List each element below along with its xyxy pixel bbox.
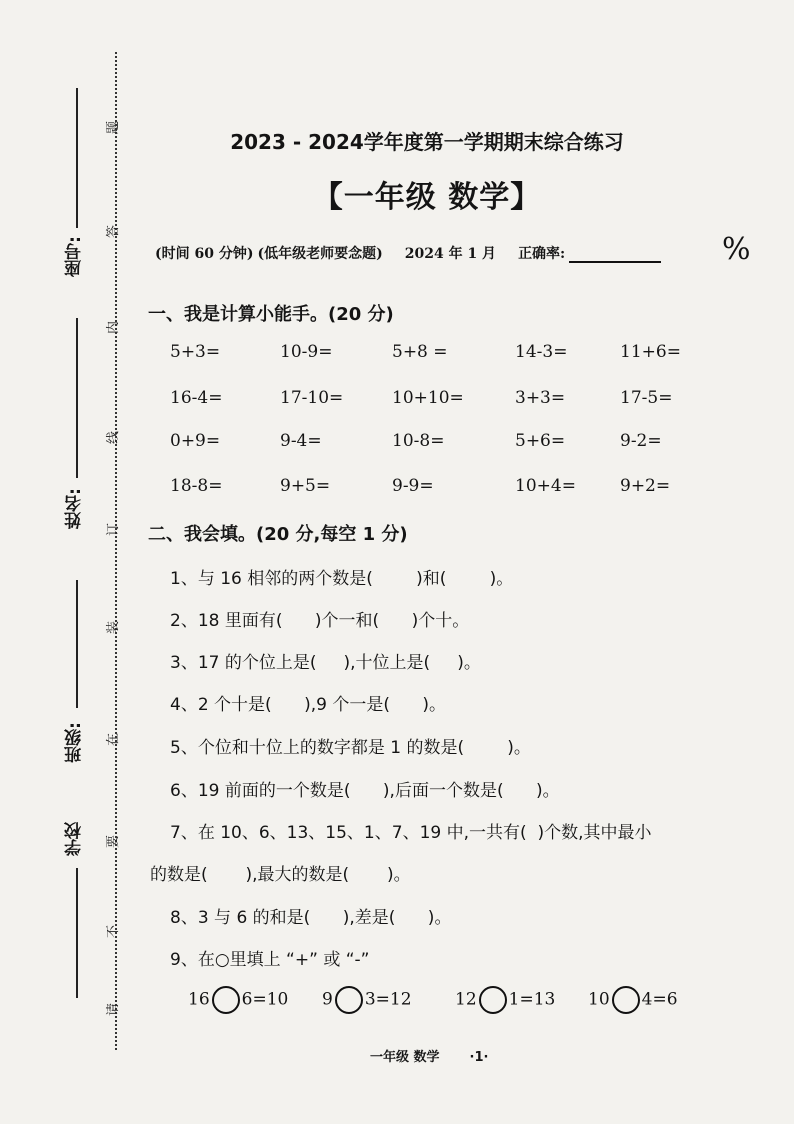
footer-label: 一年级 数学 (370, 1050, 440, 1065)
page-number: ·1· (469, 1050, 489, 1065)
calc-item: 5+6= (515, 431, 566, 451)
calc-item: 10-9= (280, 342, 333, 362)
accuracy-blank[interactable] (569, 247, 661, 263)
section1-heading: 一、我是计算小能手。(20 分) (148, 304, 394, 325)
name-label: 姓名: (65, 488, 85, 529)
calc-item: 3+3= (515, 388, 566, 408)
calc-item: 5+3= (170, 342, 221, 362)
seat-label: 座号: (65, 236, 85, 277)
question-4: 4、2 个十是( ),9 个一是( )。 (170, 695, 447, 715)
section2-heading: 二、我会填。(20 分,每空 1 分) (148, 524, 408, 545)
calc-item: 9+5= (280, 476, 331, 496)
school-label: 学校 (65, 822, 85, 856)
calc-item: 14-3= (515, 342, 568, 362)
exam-info (155, 243, 683, 263)
circle-item-3: 12 1=13 (455, 986, 555, 1014)
page-footer (370, 1046, 488, 1065)
exam-subtitle: 【一年级 数学】 (312, 180, 542, 215)
class-underline (76, 580, 78, 708)
question-9: 9、在○里填上 “+” 或 “-” (170, 950, 370, 970)
calc-item: 10+10= (392, 388, 464, 408)
strip-char: 要 (106, 834, 122, 849)
circle-item-2: 9 3=12 (322, 986, 412, 1014)
calc-item: 16-4= (170, 388, 223, 408)
name-underline (76, 318, 78, 478)
strip-char: 题 (106, 120, 122, 135)
calc-item: 11+6= (620, 342, 681, 362)
question-8: 8、3 与 6 的和是( ),差是( )。 (170, 908, 452, 928)
question-7: 7、在 10、6、13、15、1、7、19 中,一共有( )个数,其中最小 (170, 823, 652, 843)
answer-circle[interactable] (479, 986, 507, 1014)
strip-char: 装 (106, 620, 122, 635)
percent-sign: % (722, 232, 751, 267)
answer-circle[interactable] (335, 986, 363, 1014)
strip-char: 线 (106, 430, 122, 445)
question-7-continued: 的数是( ),最大的数是( )。 (150, 865, 411, 885)
question-2: 2、18 里面有( )个一和( )个十。 (170, 611, 470, 631)
calc-item: 17-10= (280, 388, 344, 408)
exam-date: 2024 年 1 月 (404, 246, 497, 262)
calc-item: 5+8 = (392, 342, 448, 362)
answer-circle[interactable] (212, 986, 240, 1014)
circle-item-1: 16 6=10 (188, 986, 288, 1014)
exam-title: 2023 - 2024学年度第一学期期末综合练习 (230, 130, 624, 154)
time-limit: (时间 60 分钟) (155, 246, 254, 262)
calc-item: 10+4= (515, 476, 576, 496)
school-underline (76, 868, 78, 998)
calc-item: 17-5= (620, 388, 673, 408)
question-5: 5、个位和十位上的数字都是 1 的数是( )。 (170, 738, 531, 758)
circle-item-4: 10 4=6 (588, 986, 678, 1014)
accuracy-label: 正确率: (518, 246, 683, 262)
strip-char: 内 (106, 320, 122, 335)
calc-item: 9-9= (392, 476, 434, 496)
strip-char: 在 (106, 732, 122, 747)
answer-circle[interactable] (612, 986, 640, 1014)
question-3: 3、17 的个位上是( ),十位上是( )。 (170, 653, 481, 673)
calc-item: 9-2= (620, 431, 662, 451)
class-label: 班级: (65, 722, 85, 763)
calc-item: 0+9= (170, 431, 221, 451)
strip-char: 请 (106, 1002, 122, 1017)
strip-char: 答 (106, 224, 122, 239)
strip-char: 不 (106, 924, 122, 939)
strip-char: 订 (106, 522, 122, 537)
calc-item: 10-8= (392, 431, 445, 451)
calc-item: 9-4= (280, 431, 322, 451)
calc-item: 18-8= (170, 476, 223, 496)
teacher-note: (低年级老师要念题) (257, 246, 383, 262)
question-1: 1、与 16 相邻的两个数是( )和( )。 (170, 569, 514, 589)
calc-item: 9+2= (620, 476, 671, 496)
question-6: 6、19 前面的一个数是( ),后面一个数是( )。 (170, 781, 560, 801)
